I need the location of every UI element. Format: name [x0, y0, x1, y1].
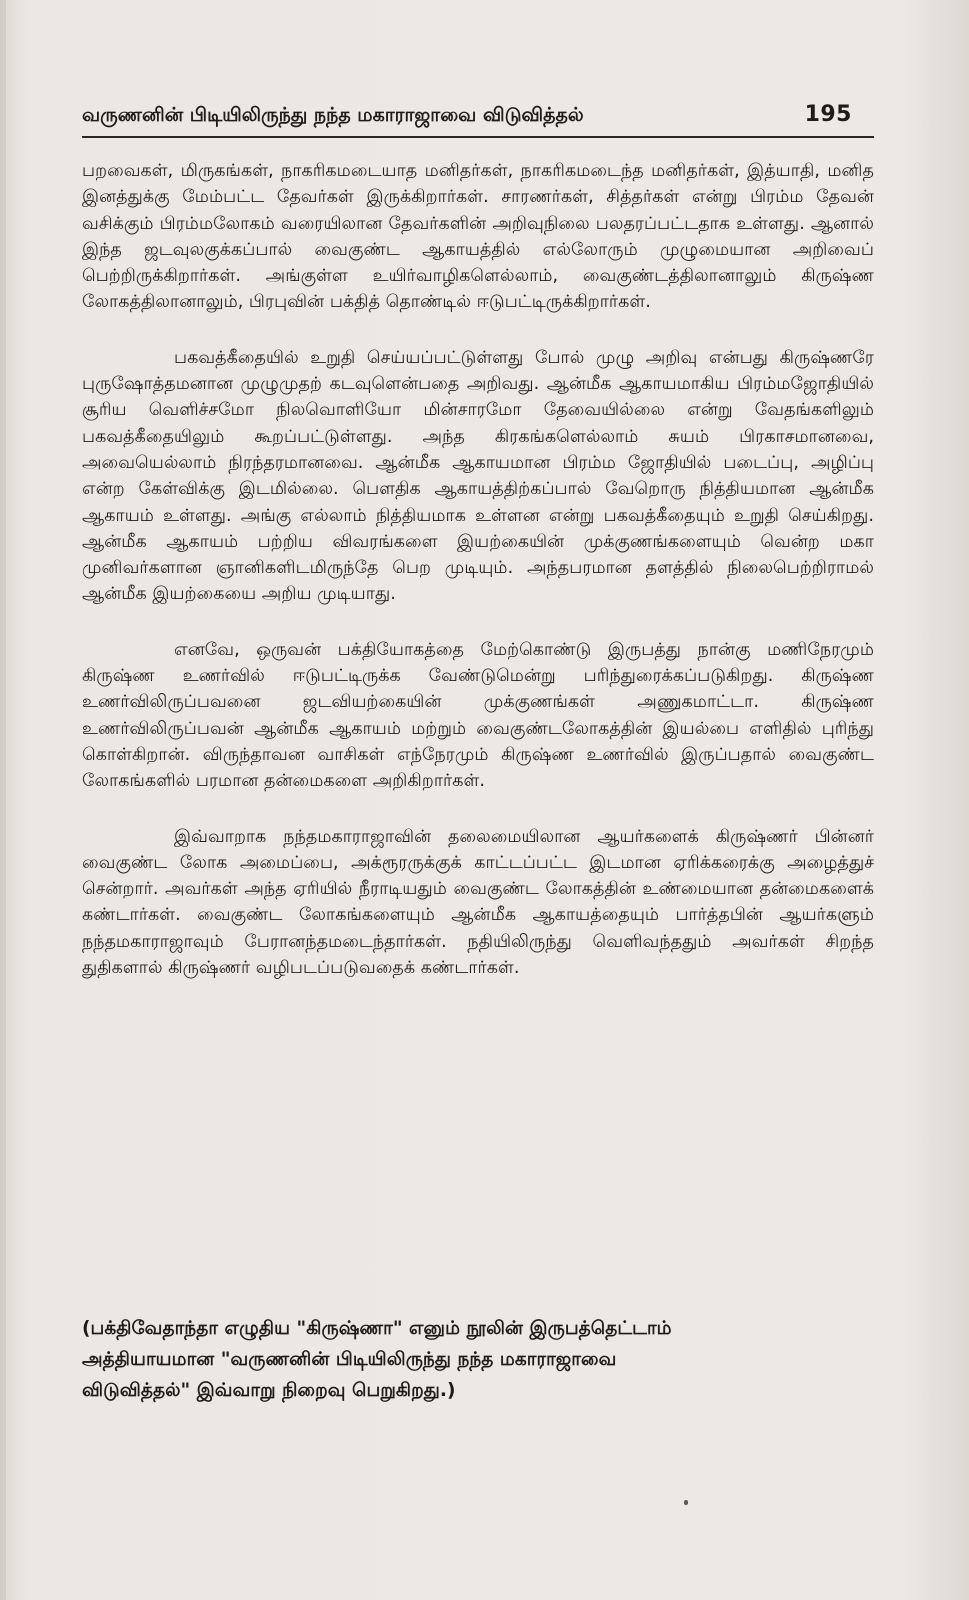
running-header — [82, 96, 874, 138]
paragraph-1: பறவைகள், மிருகங்கள், நாகரிகமடையாத மனிதர்கள், நாகரிகமடைந்த மனிதர்கள், இத்யாதி, மனித இனத்துக்கு மேம்பட்ட தேவர்கள் இருக்கிறார்கள். சாரணர்கள், சித்தர்கள் என்று பிரம்ம தேவன் வசிக்கும் பிரம்மலோகம் வரையிலான தேவர்களின் அறிவுநிலை பலதரப்பட்டதாக உள்ளது. ஆனால் இந்த ஜடவுலகுக்கப்பால் வைகுண்ட ஆகாயத்தில் எல்லோரும் முழுமையான அறிவைப் பெற்றிருக்கிறார்கள். அங்குள்ள உயிர்வாழிகளெல்லாம், வைகுண்டத்திலானாலும் கிருஷ்ண லோகத்திலானாலும், பிரபுவின் பக்தித் தொண்டில் ஈடுபட்டிருக்கிறார்கள். — [82, 161, 874, 313]
print-speck — [684, 1500, 688, 1505]
closing-note: (பக்திவேதாந்தா எழுதிய "கிருஷ்ணா" எனும் நூலின் இருபத்தெட்டாம் அத்தியாயமான "வருணனின் பிடியிலிருந்து நந்த மகாராஜாவை விடுவித்தல்" இவ்வாறு நிறைவு பெறுகிறது.) — [82, 1318, 672, 1401]
paragraph-2: பகவத்கீதையில் உறுதி செய்யப்பட்டுள்ளது போல் முழு அறிவு என்பது கிருஷ்ணரே புருஷோத்தமனான முழுமுதற் கடவுளென்பதை அறிவது. ஆன்மீக ஆகாயமாகிய பிரம்மஜோதியில் சூரிய வெளிச்சமோ நிலவொளியோ மின்சாரமோ தேவையில்லை என்று வேதங்களிலும் பகவத்கீதையிலும் கூறப்பட்டுள்ளது. அந்த கிரகங்களெல்லாம் சுயம் பிரகாசமானவை, அவையெல்லாம் நிரந்தரமானவை. ஆன்மீக ஆகாயமான பிரம்ம ஜோதியில் படைப்பு, அழிப்பு என்ற கேள்விக்கு இடமில்லை. பௌதிக ஆகாயத்திற்கப்பால் வேறொரு நித்தியமான ஆன்மீக ஆகாயம் உள்ளது. அங்கு எல்லாம் நித்தியமாக உள்ளன என்று பகவத்கீதையும் உறுதி செய்கிறது. ஆன்மீக ஆகாயம் பற்றிய விவரங்களை இயற்கையின் முக்குணங்களையும் வென்ற மகா முனிவர்களான ஞானிகளிடமிருந்தே பெற முடியும். அந்தபரமான தளத்தில் நிலைபெற்றிராமல் ஆன்மீக இயற்கையை அறிய முடியாது. — [82, 347, 874, 605]
page-number: 195 — [804, 102, 852, 127]
paragraph-4: இவ்வாறாக நந்தமகாராஜாவின் தலைமையிலான ஆயர்களைக் கிருஷ்ணர் பின்னர் வைகுண்ட லோக அமைப்பை, அக்ரூரருக்குக் காட்டப்பட்ட இடமான ஏரிக்கரைக்கு அழைத்துச் சென்றார். அவர்கள் அந்த ஏரியில் நீராடியதும் வைகுண்ட லோகத்தின் உண்மையான தன்மைகளைக் கண்டார்கள். வைகுண்ட லோகங்களையும் ஆன்மீக ஆகாயத்தையும் பார்த்தபின் ஆயர்களும் நந்தமகாராஜாவும் பேரானந்தமடைந்தார்கள். நதியிலிருந்து வெளிவந்ததும் அவர்கள் சிறந்த துதிகளால் கிருஷ்ணர் வழிபடப்படுவதைக் கண்டார்கள். — [82, 826, 874, 979]
paragraph-3: எனவே, ஒருவன் பக்தியோகத்தை மேற்கொண்டு இருபத்து நான்கு மணிநேரமும் கிருஷ்ண உணர்வில் ஈடுபட்டிருக்க வேண்டுமென்று பரிந்துரைக்கப்படுகிறது. கிருஷ்ண உணர்விலிருப்பவனை ஜடவியற்கையின் முக்குணங்கள் அணுகமாட்டா. கிருஷ்ண உணர்விலிருப்பவன் ஆன்மீக ஆகாயம் மற்றும் வைகுண்டலோகத்தின் இயல்பை எளிதில் புரிந்து கொள்கிறான். விருந்தாவன வாசிகள் எந்நேரமும் கிருஷ்ண உணர்வில் இருப்பதால் வைகுண்ட லோகங்களில் பரமான தன்மைகளை அறிகிறார்கள். — [82, 639, 874, 792]
chapter-title: வருணனின் பிடியிலிருந்து நந்த மகாராஜாவை விடுவித்தல் — [82, 104, 584, 126]
page-spine-shadow — [0, 0, 6, 1600]
page-body — [82, 158, 874, 1010]
